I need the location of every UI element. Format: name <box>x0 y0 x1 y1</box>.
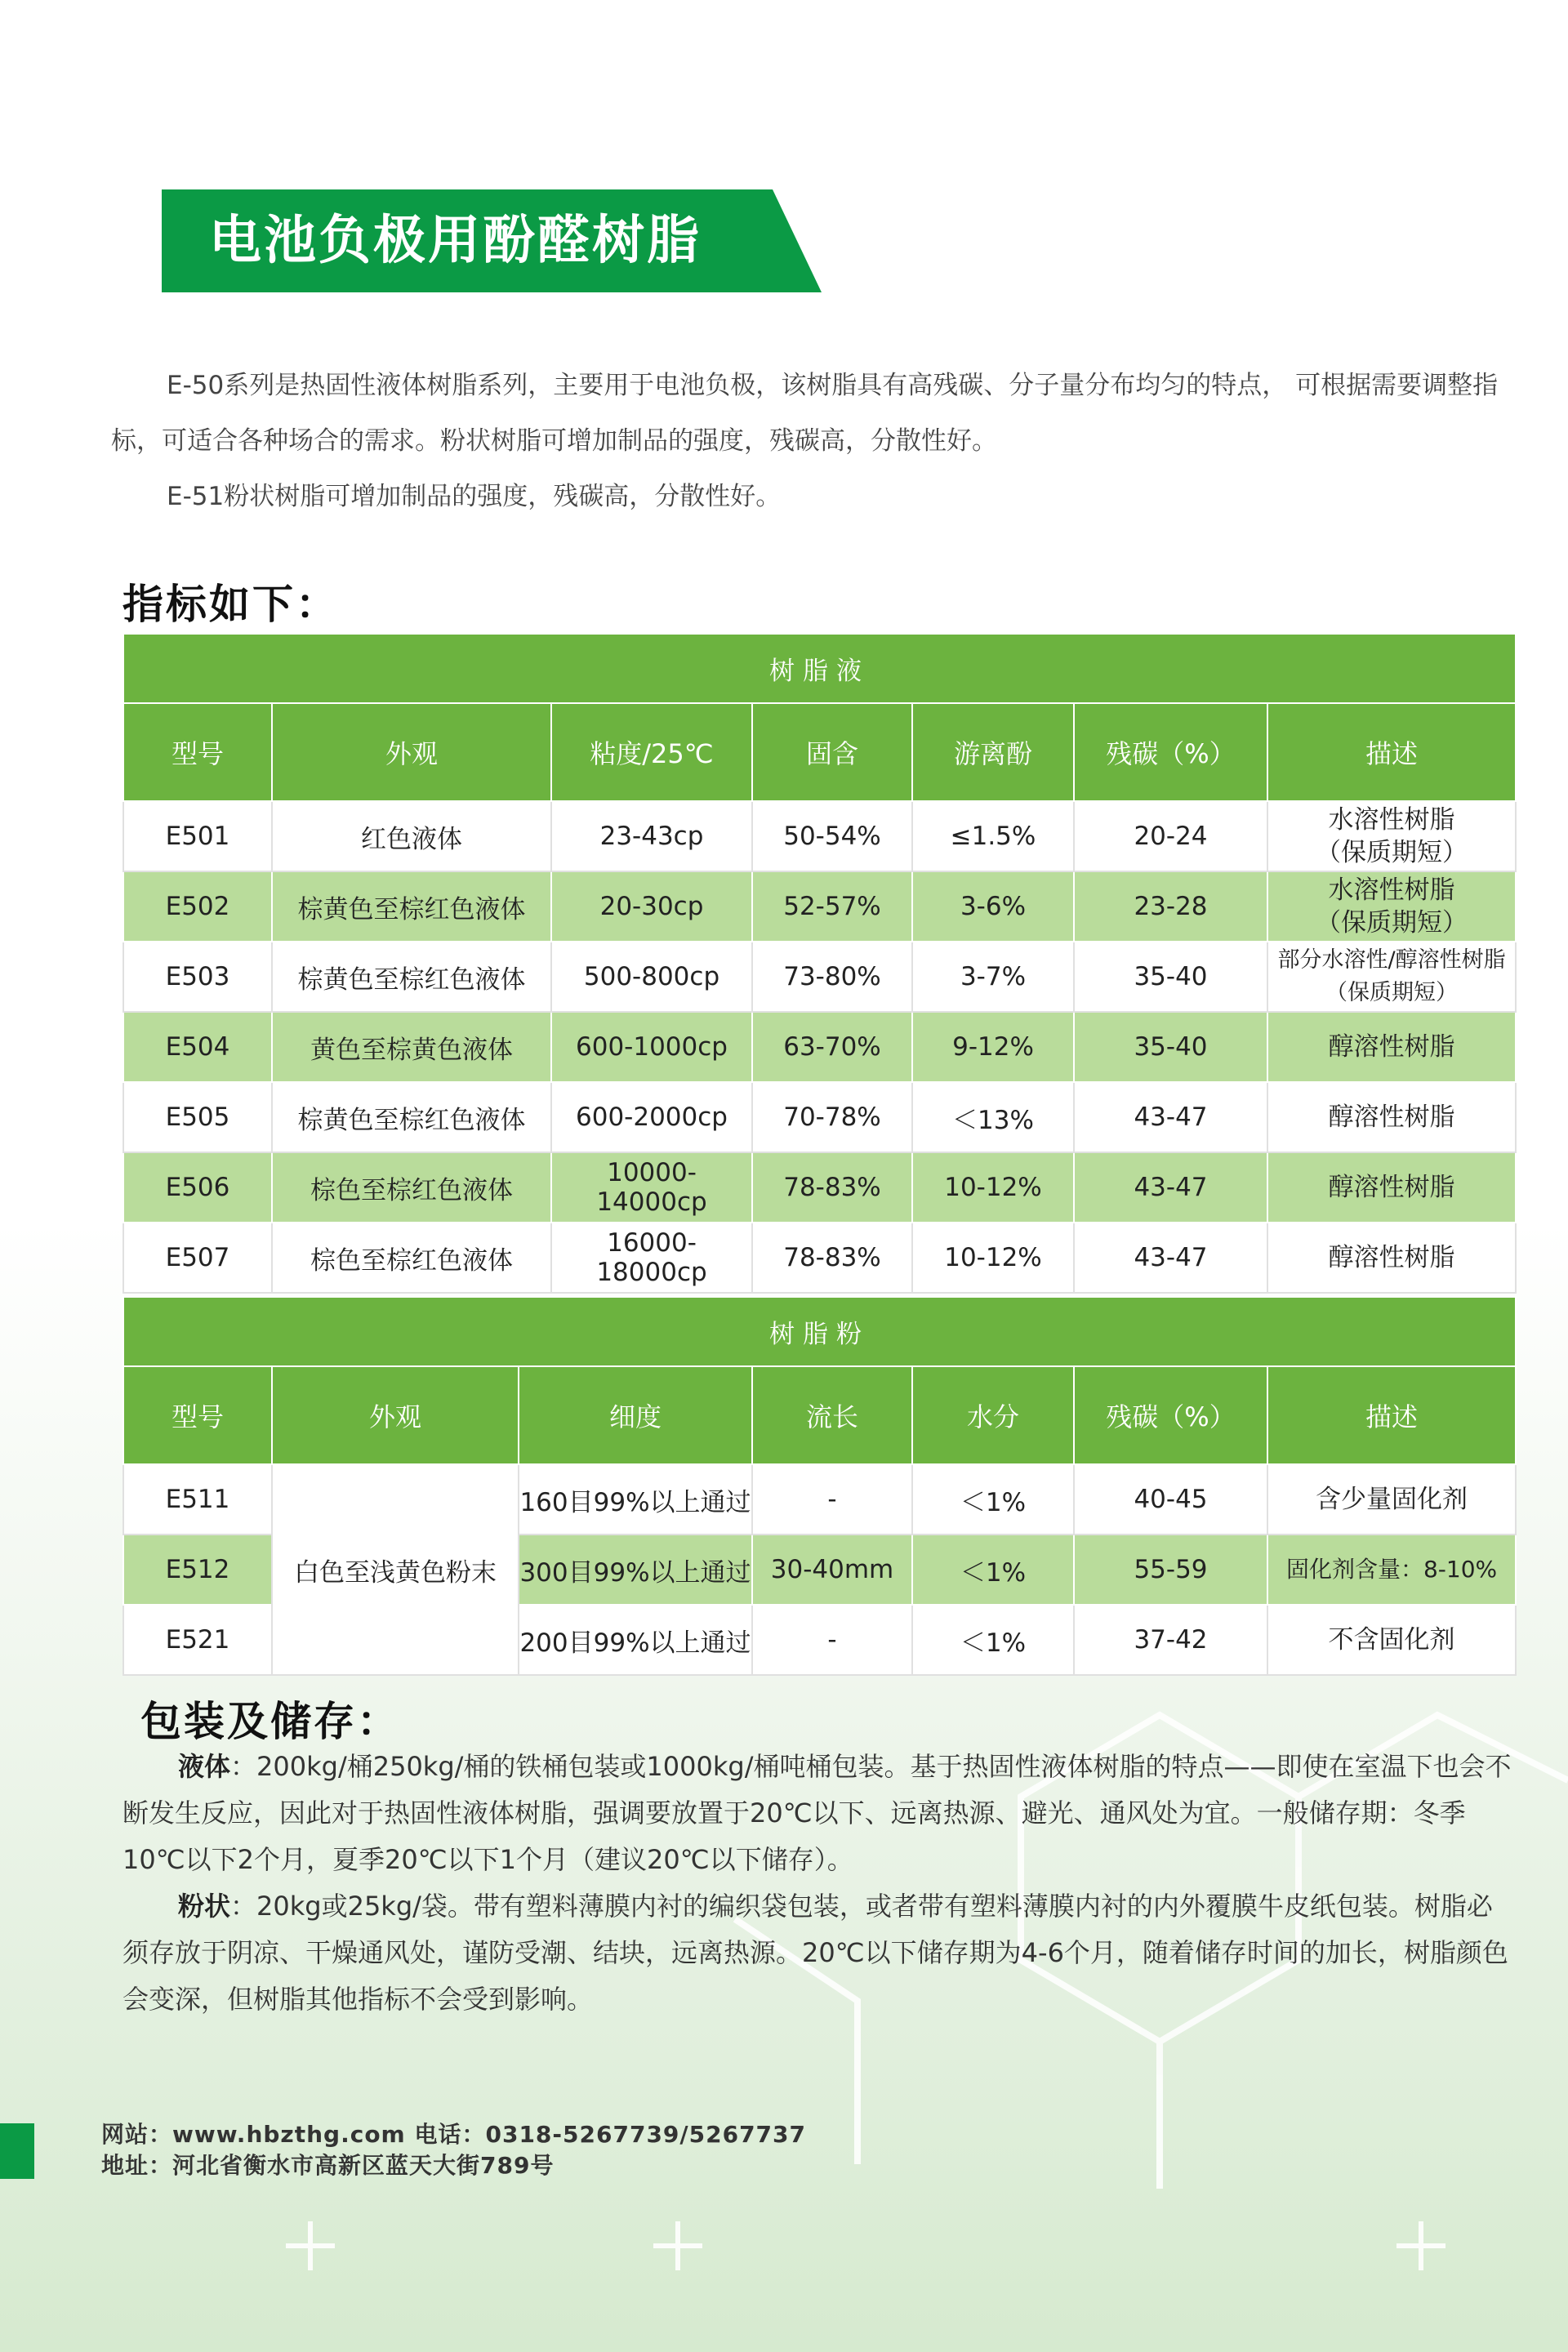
header-carbon-residue: 残碳（%） <box>1074 1366 1267 1464</box>
cell-model: E504 <box>123 1012 272 1082</box>
cell-carbon-residue: 40-45 <box>1074 1464 1267 1535</box>
cell-description <box>1267 942 1516 1012</box>
cell-model: E521 <box>123 1605 272 1675</box>
cell-solid-content: 70-78% <box>752 1082 912 1152</box>
header-moisture: 水分 <box>912 1366 1074 1464</box>
table-row <box>123 1012 1516 1082</box>
cell-carbon-residue: 23-28 <box>1074 871 1267 942</box>
liquid-header-row <box>123 703 1516 801</box>
cell-appearance: 棕黄色至棕红色液体 <box>272 942 551 1012</box>
cell-viscosity: 600-1000cp <box>551 1012 752 1082</box>
desc-line-2: （保质期短） <box>1316 838 1468 867</box>
cell-free-phenol: 3-7% <box>912 942 1074 1012</box>
footer-address: 地址：河北省衡水市高新区蓝天大街789号 <box>101 2152 555 2179</box>
cell-free-phenol: ≤1.5% <box>912 801 1074 871</box>
cell-model: E502 <box>123 871 272 942</box>
cell-flow-length: 30-40mm <box>752 1535 912 1605</box>
table-row <box>123 1082 1516 1152</box>
cell-flow-length: - <box>752 1464 912 1535</box>
cell-description: 醇溶性树脂 <box>1267 1082 1516 1152</box>
footer-accent-block <box>0 2123 34 2179</box>
cell-description <box>1267 801 1516 871</box>
cell-moisture: ＜1% <box>912 1464 1074 1535</box>
cell-fineness: 160目99%以上通过 <box>519 1464 752 1535</box>
cell-carbon-residue: 55-59 <box>1074 1535 1267 1605</box>
cell-description: 固化剂含量：8-10% <box>1267 1535 1516 1605</box>
powder-text: ：20kg或25kg/袋。带有塑料薄膜内衬的编织袋包装，或者带有塑料薄膜内衬的内外覆膜牛皮纸包装。树脂必须存放于阴凉、干燥通风处，谨防受潮、结块，远离热源。20℃以下储存期为4-6个月，随着储存时间的加长，树脂颜色会变深，但树脂其他指标不会受到影响。 <box>122 1891 1508 2015</box>
cell-model: E512 <box>123 1535 272 1605</box>
desc-line-2: （保质期短） <box>1316 908 1468 938</box>
desc-line-1: 水溶性树脂 <box>1328 875 1455 905</box>
storage-liquid-paragraph <box>122 1744 1515 1883</box>
desc-line-1: 部分水溶性/醇溶性树脂 <box>1277 947 1506 973</box>
powder-resin-table <box>122 1296 1517 1676</box>
cell-description: 醇溶性树脂 <box>1267 1012 1516 1082</box>
liquid-text: ：200kg/桶250kg/桶的铁桶包装或1000kg/桶吨桶包装。基于热固性液体树脂的特点——即使在室温下也会不断发生反应，因此对于热固性液体树脂，强调要放置于20℃以下、远离热源、避光、通风处为宜。一般储存期：冬季10℃以下2个月，夏季20℃以下1个月（建议20℃以下储存）。 <box>122 1751 1512 1875</box>
cell-appearance: 棕色至棕红色液体 <box>272 1152 551 1223</box>
liquid-label: 液体 <box>178 1751 231 1782</box>
table-row <box>123 801 1516 871</box>
cell-free-phenol: 3-6% <box>912 871 1074 942</box>
cell-moisture: ＜1% <box>912 1535 1074 1605</box>
cell-moisture: ＜1% <box>912 1605 1074 1675</box>
cell-free-phenol: 10-12% <box>912 1152 1074 1223</box>
cell-free-phenol: ＜13% <box>912 1082 1074 1152</box>
cell-carbon-residue: 35-40 <box>1074 1012 1267 1082</box>
header-model: 型号 <box>123 1366 272 1464</box>
table-row <box>123 871 1516 942</box>
cell-viscosity: 500-800cp <box>551 942 752 1012</box>
cell-solid-content: 52-57% <box>752 871 912 942</box>
header-fineness: 细度 <box>519 1366 752 1464</box>
powder-band-title: 树脂粉 <box>123 1297 1516 1366</box>
cell-appearance: 棕黄色至棕红色液体 <box>272 1082 551 1152</box>
header-appearance: 外观 <box>272 1366 519 1464</box>
cell-solid-content: 73-80% <box>752 942 912 1012</box>
cell-description: 醇溶性树脂 <box>1267 1152 1516 1223</box>
intro-paragraph-2: E-51粉状树脂可增加制品的强度，残碳高，分散性好。 <box>167 482 782 511</box>
intro-paragraph-1: E-50系列是热固性液体树脂系列，主要用于电池负极，该树脂具有高残碳、分子量分布均匀的特点， 可根据需要调整指标，可适合各种场合的需求。粉状树脂可增加制品的强度，残碳高，分散性好。 <box>111 371 1499 456</box>
header-solid-content: 固含 <box>752 703 912 801</box>
storage-heading: 包装及储存： <box>140 1698 400 1745</box>
cell-viscosity: 600-2000cp <box>551 1082 752 1152</box>
cell-model: E503 <box>123 942 272 1012</box>
cell-solid-content: 50-54% <box>752 801 912 871</box>
cell-model: E511 <box>123 1464 272 1535</box>
desc-line-1: 水溶性树脂 <box>1328 805 1455 835</box>
page-title: 电池负极用酚醛树脂 <box>209 211 702 271</box>
cell-viscosity: 23-43cp <box>551 801 752 871</box>
cell-solid-content: 78-83% <box>752 1223 912 1293</box>
footer-contact <box>101 2119 806 2181</box>
header-viscosity: 粘度/25℃ <box>551 703 752 801</box>
cell-carbon-residue: 35-40 <box>1074 942 1267 1012</box>
table-row <box>123 942 1516 1012</box>
spec-heading: 指标如下： <box>122 581 339 628</box>
powder-header-row <box>123 1366 1516 1464</box>
cell-appearance: 棕黄色至棕红色液体 <box>272 871 551 942</box>
intro-text <box>111 358 1532 524</box>
cell-model: E506 <box>123 1152 272 1223</box>
header-flow-length: 流长 <box>752 1366 912 1464</box>
desc-line-2: （保质期短） <box>1325 980 1459 1005</box>
cell-description: 含少量固化剂 <box>1267 1464 1516 1535</box>
cell-viscosity: 10000-14000cp <box>551 1152 752 1223</box>
cell-model: E505 <box>123 1082 272 1152</box>
footer-website-phone: 网站：www.hbzthg.com 电话：0318-5267739/5267737 <box>101 2121 807 2148</box>
table-row <box>123 1464 1516 1535</box>
cell-carbon-residue: 20-24 <box>1074 801 1267 871</box>
cell-flow-length: - <box>752 1605 912 1675</box>
cell-appearance: 白色至浅黄色粉末 <box>272 1464 519 1675</box>
cell-viscosity: 20-30cp <box>551 871 752 942</box>
powder-label: 粉状 <box>178 1891 231 1922</box>
cell-solid-content: 63-70% <box>752 1012 912 1082</box>
cell-carbon-residue: 43-47 <box>1074 1082 1267 1152</box>
title-banner <box>162 189 822 292</box>
cell-carbon-residue: 43-47 <box>1074 1152 1267 1223</box>
cell-fineness: 200目99%以上通过 <box>519 1605 752 1675</box>
header-description: 描述 <box>1267 703 1516 801</box>
cell-model: E507 <box>123 1223 272 1293</box>
cell-model: E501 <box>123 801 272 871</box>
cell-fineness: 300目99%以上通过 <box>519 1535 752 1605</box>
storage-text <box>122 1744 1515 2023</box>
cell-description <box>1267 871 1516 942</box>
header-free-phenol: 游离酚 <box>912 703 1074 801</box>
header-description: 描述 <box>1267 1366 1516 1464</box>
header-model: 型号 <box>123 703 272 801</box>
cell-solid-content: 78-83% <box>752 1152 912 1223</box>
cell-carbon-residue: 43-47 <box>1074 1223 1267 1293</box>
cell-viscosity: 16000-18000cp <box>551 1223 752 1293</box>
cell-appearance: 黄色至棕黄色液体 <box>272 1012 551 1082</box>
header-carbon-residue: 残碳（%） <box>1074 703 1267 801</box>
liquid-band-title: 树脂液 <box>123 634 1516 703</box>
cell-description: 醇溶性树脂 <box>1267 1223 1516 1293</box>
cell-description: 不含固化剂 <box>1267 1605 1516 1675</box>
liquid-resin-table <box>122 633 1517 1294</box>
storage-powder-paragraph <box>122 1883 1515 2023</box>
header-appearance: 外观 <box>272 703 551 801</box>
cell-free-phenol: 9-12% <box>912 1012 1074 1082</box>
cell-free-phenol: 10-12% <box>912 1223 1074 1293</box>
cell-appearance: 棕色至棕红色液体 <box>272 1223 551 1293</box>
cell-appearance: 红色液体 <box>272 801 551 871</box>
table-row <box>123 1152 1516 1223</box>
cell-carbon-residue: 37-42 <box>1074 1605 1267 1675</box>
table-row <box>123 1223 1516 1293</box>
